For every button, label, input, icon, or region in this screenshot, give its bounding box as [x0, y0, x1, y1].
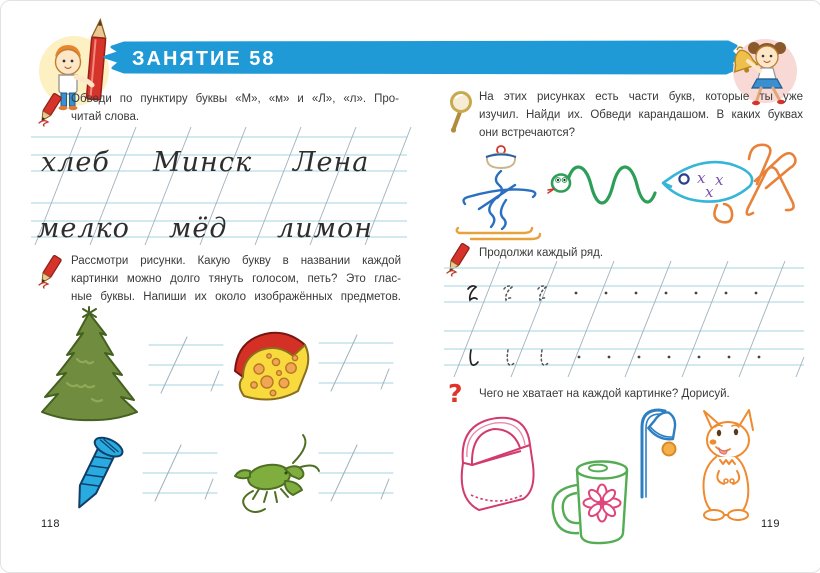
fish-scale-letter: х — [697, 169, 706, 187]
red-pencil-icon — [37, 91, 63, 127]
trace-word: лимон — [277, 213, 374, 244]
answer-lines — [147, 337, 225, 395]
fish-scale-letter: х — [715, 171, 724, 189]
task-text-line: ные буквы. Напиши их около изображённых предметов. — [71, 291, 401, 303]
screw-picture — [59, 429, 131, 521]
red-pencil-icon — [37, 253, 63, 289]
cheese-picture — [227, 325, 315, 409]
fish-scale-letter: х — [705, 183, 714, 201]
task-text-line: читай слова. — [71, 111, 140, 123]
fish-picture — [653, 131, 805, 239]
cradle-picture — [449, 407, 547, 521]
right-task2-text — [479, 244, 803, 262]
magnifier-icon — [444, 89, 472, 133]
squirrel-picture — [691, 407, 767, 527]
skier-picture — [451, 141, 551, 243]
fir-tree-picture — [37, 307, 143, 423]
handwriting-trace-area — [31, 129, 407, 245]
trace-word: мёд — [169, 213, 228, 244]
trace-word: мелко — [37, 213, 130, 244]
task-text-line: Рассмотри рисунки. Какую букву в названии каждой — [71, 255, 401, 267]
task-text-line: картинки можно долго тянуть голосом, петь? Это глас- — [71, 273, 401, 285]
lesson-banner — [98, 41, 742, 75]
trace-word: Минск — [153, 147, 253, 178]
task-text-line: они встречаются? — [479, 127, 576, 139]
task-text-line: изучил. Найди их. Обведи карандашом. В каких буквах — [479, 109, 803, 121]
lamp-picture — [634, 401, 686, 501]
trace-word: Лена — [293, 147, 370, 178]
answer-lines — [317, 335, 395, 393]
crayfish-picture — [223, 435, 319, 517]
mug-picture — [546, 451, 634, 551]
task-text-line: Обведи по пунктиру буквы «М», «м» и «Л», «л». Про- — [71, 93, 399, 105]
left-task1-text — [71, 90, 399, 126]
task-text-line: Чего не хватает на каждой картинке? Дорисуй. — [479, 388, 730, 400]
left-task2-text — [71, 252, 401, 306]
continue-row-practice-area — [444, 263, 804, 377]
trace-word: хлеб — [41, 147, 110, 178]
task-text-line: На этих рисунках есть части букв, которые ты уже — [479, 91, 803, 103]
question-mark-icon: ? — [448, 379, 463, 408]
lesson-title: ЗАНЯТИЕ 58 — [132, 48, 276, 70]
snake-picture — [547, 151, 659, 243]
task-text-line: Продолжи каждый ряд. — [479, 247, 604, 259]
left-page-number: 118 — [41, 518, 61, 530]
answer-lines — [317, 445, 395, 503]
right-page-number: 119 — [761, 518, 781, 530]
answer-lines — [141, 445, 219, 503]
